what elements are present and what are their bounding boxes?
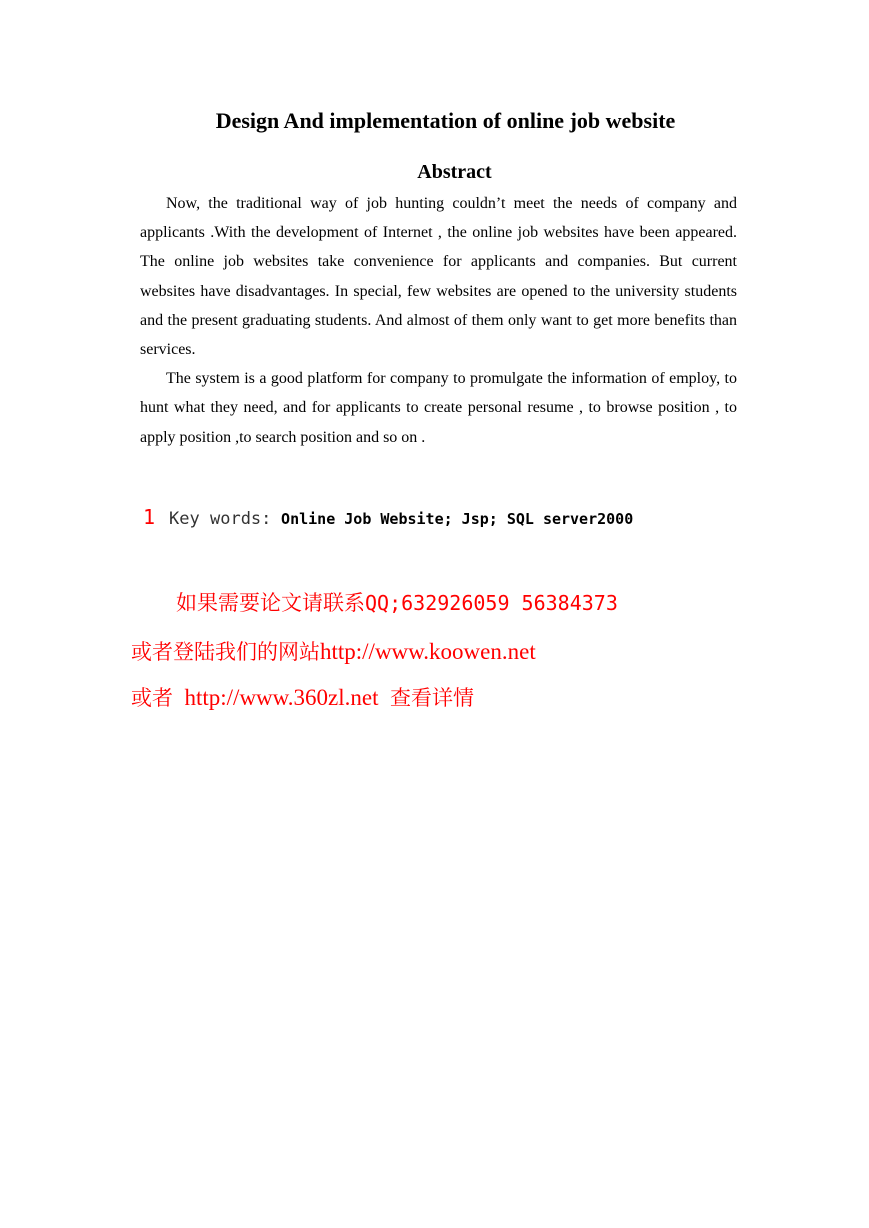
contact-qq-line bbox=[176, 588, 618, 618]
contact-qq-numbers: QQ;632926059 56384373 bbox=[365, 591, 618, 615]
contact-qq-prefix: 如果需要论文请联系 bbox=[176, 591, 365, 615]
keywords-label: Key words: bbox=[169, 509, 272, 529]
contact-alt-prefix: 或者 bbox=[131, 686, 173, 710]
contact-alt-suffix: 查看详情 bbox=[389, 686, 474, 710]
keywords-value: Online Job Website; Jsp; SQL server2000 bbox=[281, 510, 634, 528]
contact-website-prefix: 或者登陆我们的网站 bbox=[131, 640, 320, 664]
document-title: Design And implementation of online job website bbox=[215, 108, 676, 133]
abstract-paragraph-1: Now, the traditional way of job hunting couldn’t meet the needs of company and applicants .With the development of Internet , the online job websites have been appeared. The online job websites take convenience for applicants and companies. But current websites have disadvantages. In special, few websites are opened to the university students and the present graduating students. And almost of them only want to get more benefits than services. bbox=[140, 195, 737, 359]
contact-alt-link[interactable]: http://www.360zl.net bbox=[184, 685, 379, 710]
contact-alt-website-line bbox=[131, 682, 474, 714]
keywords-number: 1 bbox=[143, 505, 156, 529]
keywords-line bbox=[143, 503, 633, 533]
abstract-body bbox=[140, 189, 737, 452]
contact-website-line bbox=[131, 636, 536, 668]
abstract-paragraph-2: The system is a good platform for company to promulgate the information of employ, to hunt what they need, and for applicants to create personal resume , to browse position , to apply position ,to search position and so on . bbox=[140, 370, 737, 446]
contact-website-link[interactable]: http://www.koowen.net bbox=[320, 639, 536, 664]
abstract-heading: Abstract bbox=[417, 161, 492, 183]
